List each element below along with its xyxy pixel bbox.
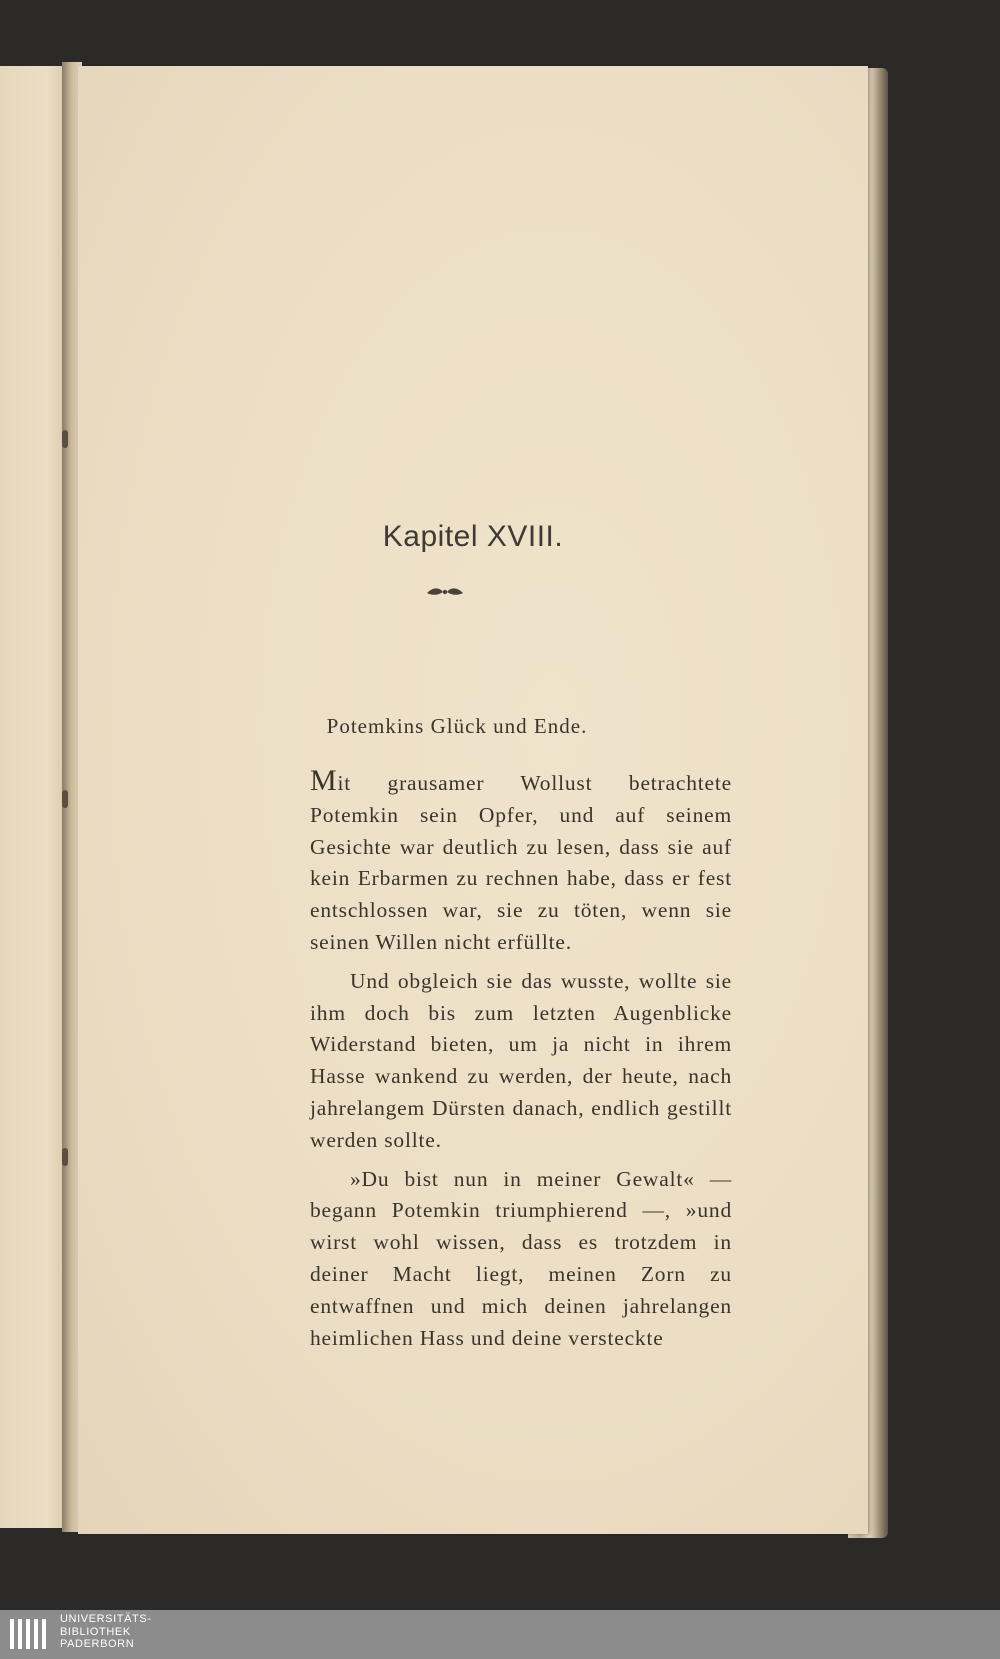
paragraph <box>310 766 732 959</box>
library-logo-text <box>60 1613 152 1651</box>
logo-line: BIBLIOTHEK <box>60 1625 131 1638</box>
paragraph: Und obgleich sie das wusste, wollte sie ihm doch bis zum letzten Augenblicke Widerstand bieten, um ja nicht in ihrem Hasse wankend zu werden, der heute, nach jahrelangem Dürsten danach, endlich gestillt werden sollte. <box>310 968 732 1152</box>
logo-line: PADERBORN <box>60 1638 135 1650</box>
library-logo-icon <box>8 1613 48 1655</box>
body-text <box>310 766 732 1361</box>
book-page <box>78 66 868 1534</box>
ornament-divider-icon <box>425 585 465 599</box>
binding-thread-mark <box>62 430 68 448</box>
left-facing-page <box>0 66 68 1528</box>
drop-cap: M <box>310 764 338 797</box>
binding-thread-mark <box>62 1148 68 1166</box>
paragraph: »Du bist nun in meiner Gewalt« — begann Potemkin triumphierend —, »und wirst wohl wissen, dass es trotzdem in deiner Macht liegt, meinen Zorn zu entwaffnen und mich deinen jahrelangen heimlichen Hass und deine versteckte <box>310 1166 732 1350</box>
chapter-subtitle: Potemkins Glück und Ende. <box>326 714 588 738</box>
paragraph-text: it grausamer Wollust betrachtete Potemkin sein Opfer, und auf seinem Gesichte war deutlich zu lesen, dass sie auf kein Erbarmen zu rechnen habe, dass er fest entschlossen war, sie zu töten, wenn sie seinen Willen nicht erfüllte. <box>310 771 732 954</box>
logo-line: UNIVERSITÄTS- <box>60 1613 152 1625</box>
binding-thread-mark <box>62 790 68 808</box>
chapter-title: Kapitel XVIII. <box>382 520 564 553</box>
